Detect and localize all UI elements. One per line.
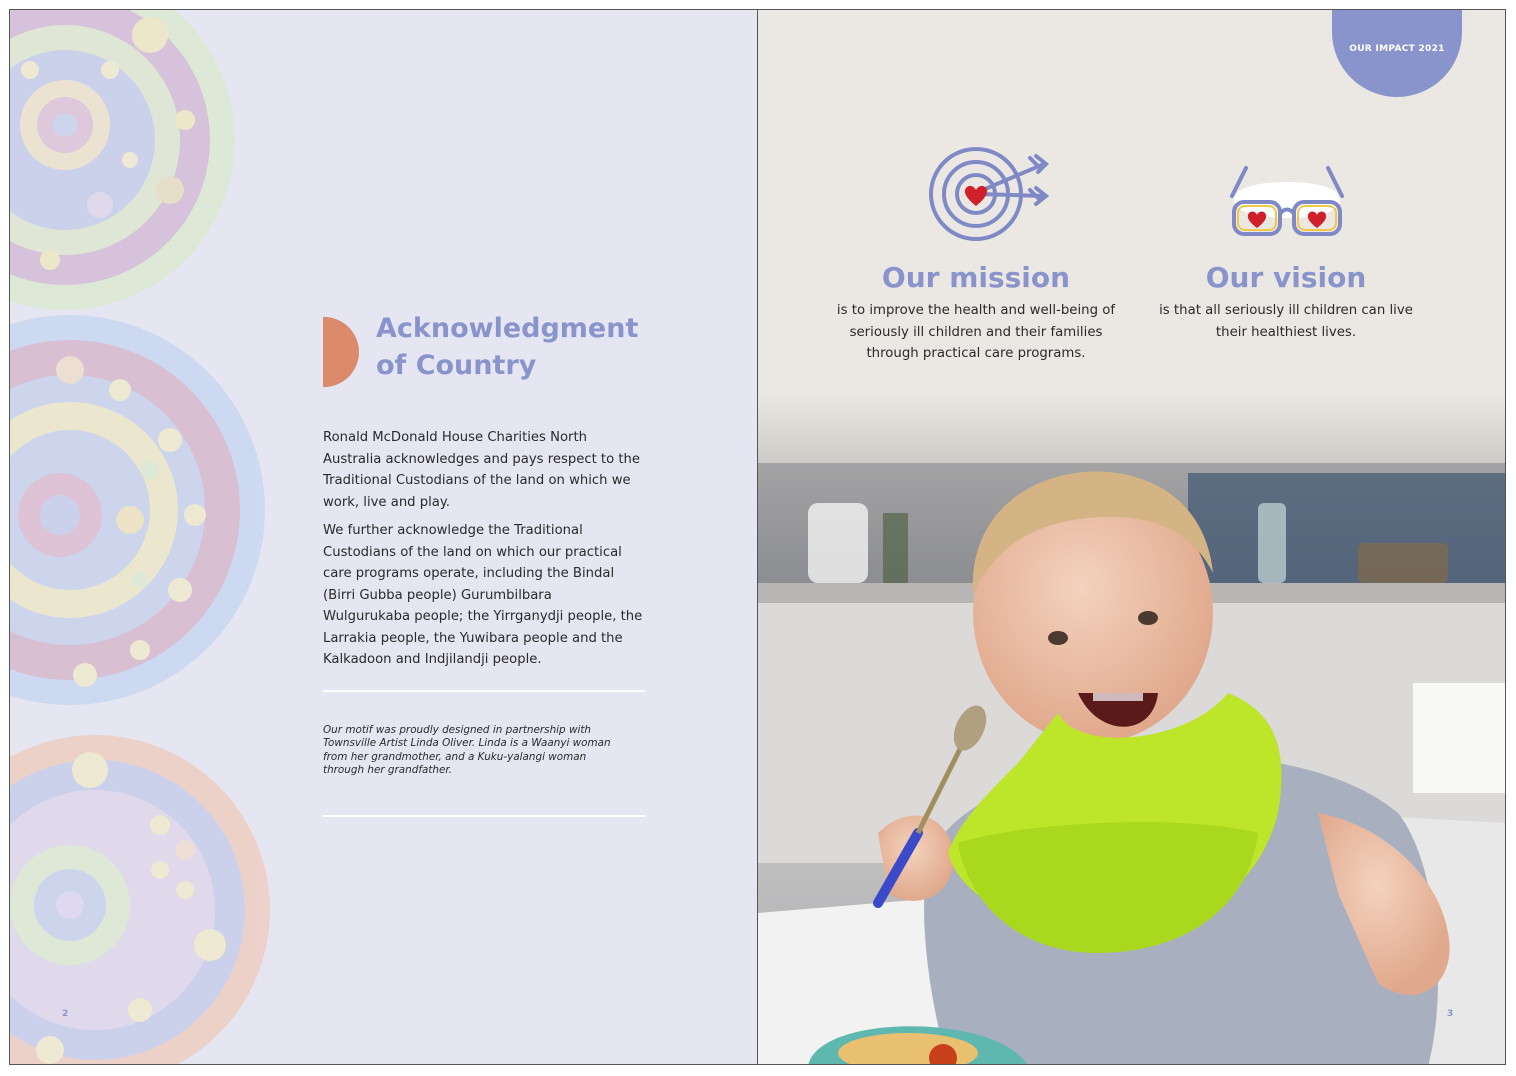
title-line-2: of Country [376,350,537,381]
target-heart-arrows-icon [926,144,1056,244]
vision-text: is that all seriously ill children can live their healthiest lives. [1159,303,1413,340]
acknowledgment-body [323,427,643,678]
page-number: 3 [1447,1009,1454,1019]
title-line-1: Acknowledgment [376,313,639,344]
right-page [757,9,1506,1065]
divider-top [323,690,645,692]
vision-title: Our vision [1205,261,1367,294]
left-page [9,9,758,1065]
title-accent-tab [323,317,359,387]
paragraph-1: Ronald McDonald House Charities North Australia acknowledges and pays respect to the Traditional Custodians of the land on which we work, live and play. [323,430,641,510]
child-photo [758,393,1506,1065]
mission-text: is to improve the health and well-being of seriously ill children and their families through practical care programs. [836,303,1116,361]
motif-note: Our motif was proudly designed in partnership with Townsville Artist Linda Oliver. Linda is a Waanyi woman from her grandmother, and a Kuku-yalangi woman through her grandfather. [323,724,611,777]
mission-title: Our mission [881,261,1071,294]
impact-tab-label: OUR IMPACT 2021 [1349,44,1445,54]
heart-glasses-icon [1224,162,1350,242]
page-title [376,310,676,384]
page-number: 2 [62,1009,69,1019]
aboriginal-motif-illustration [10,10,310,1065]
divider-bottom [323,815,645,817]
paragraph-2: We further acknowledge the Traditional Custodians of the land on which our practical care programs operate, including the Bindal (Birri Gubba people) Gurumbilbara Wulgurukaba people; the Yirrganydji people, the Larrakia people, the Yuwibara people and the Kalkadoon and Indjilandji people. [323,523,643,667]
